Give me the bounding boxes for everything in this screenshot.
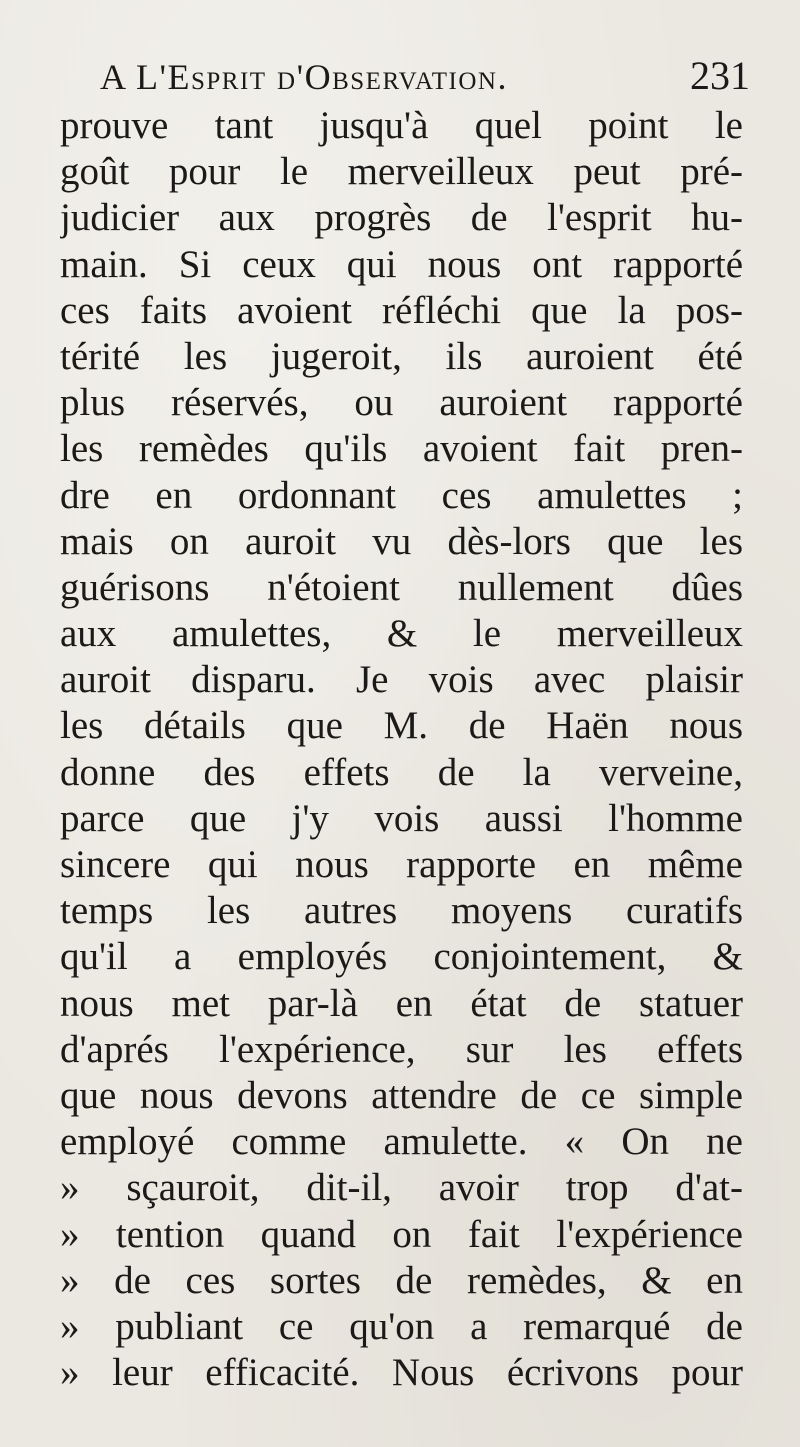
text-line: térité les jugeroit, ils auroient été [60,334,743,378]
text-line: guérisons n'étoient nullement dûes [60,565,743,609]
text-line: » de ces sortes de remèdes, & en [60,1258,743,1302]
text-line: » publiant ce qu'on a remarqué de [60,1304,743,1348]
text-line: aux amulettes, & le merveilleux [60,612,743,656]
text-line: auroit disparu. Je vois avec plaisir [60,658,743,702]
running-head-title: A L'Esprit d'Observation. [100,57,508,97]
text-line: plus réservés, ou auroient rapporté [60,381,743,425]
body-text [60,103,743,1396]
text-line: mais on auroit vu dès-lors que les [60,519,743,563]
text-line: goût pour le merveilleux peut pré- [60,150,743,194]
text-line: main. Si ceux qui nous ont rapporté [60,242,743,286]
text-line: que nous devons attendre de ce simple [60,1073,743,1117]
text-line: les remèdes qu'ils avoient fait pren- [60,427,743,471]
text-line: d'aprés l'expérience, sur les effets [60,1027,743,1071]
text-line: » leur efficacité. Nous écrivons pour [60,1351,743,1395]
page-number: 231 [690,53,750,98]
text-line: » sçauroit, dit-il, avoir trop d'at- [60,1166,743,1210]
text-line: temps les autres moyens curatifs [60,889,743,933]
text-line: judicier aux progrès de l'esprit hu- [60,196,743,240]
text-line: employé comme amulette. « On ne [60,1120,743,1164]
text-line: sincere qui nous rapporte en même [60,843,743,886]
text-line: » tention quand on fait l'expérience [60,1212,743,1256]
text-line: les détails que M. de Haën nous [60,704,743,748]
text-line: nous met par-là en état de statuer [60,981,743,1025]
running-head [100,52,750,100]
text-line: qu'il a employés conjointement, & [60,935,743,979]
text-line: donne des effets de la verveine, [60,750,743,794]
text-line: prouve tant jusqu'à quel point le [60,104,743,147]
text-line: ces faits avoient réfléchi que la pos- [60,288,743,332]
text-line: parce que j'y vois aussi l'homme [60,796,743,840]
text-line: dre en ordonnant ces amulettes ; [60,473,743,517]
